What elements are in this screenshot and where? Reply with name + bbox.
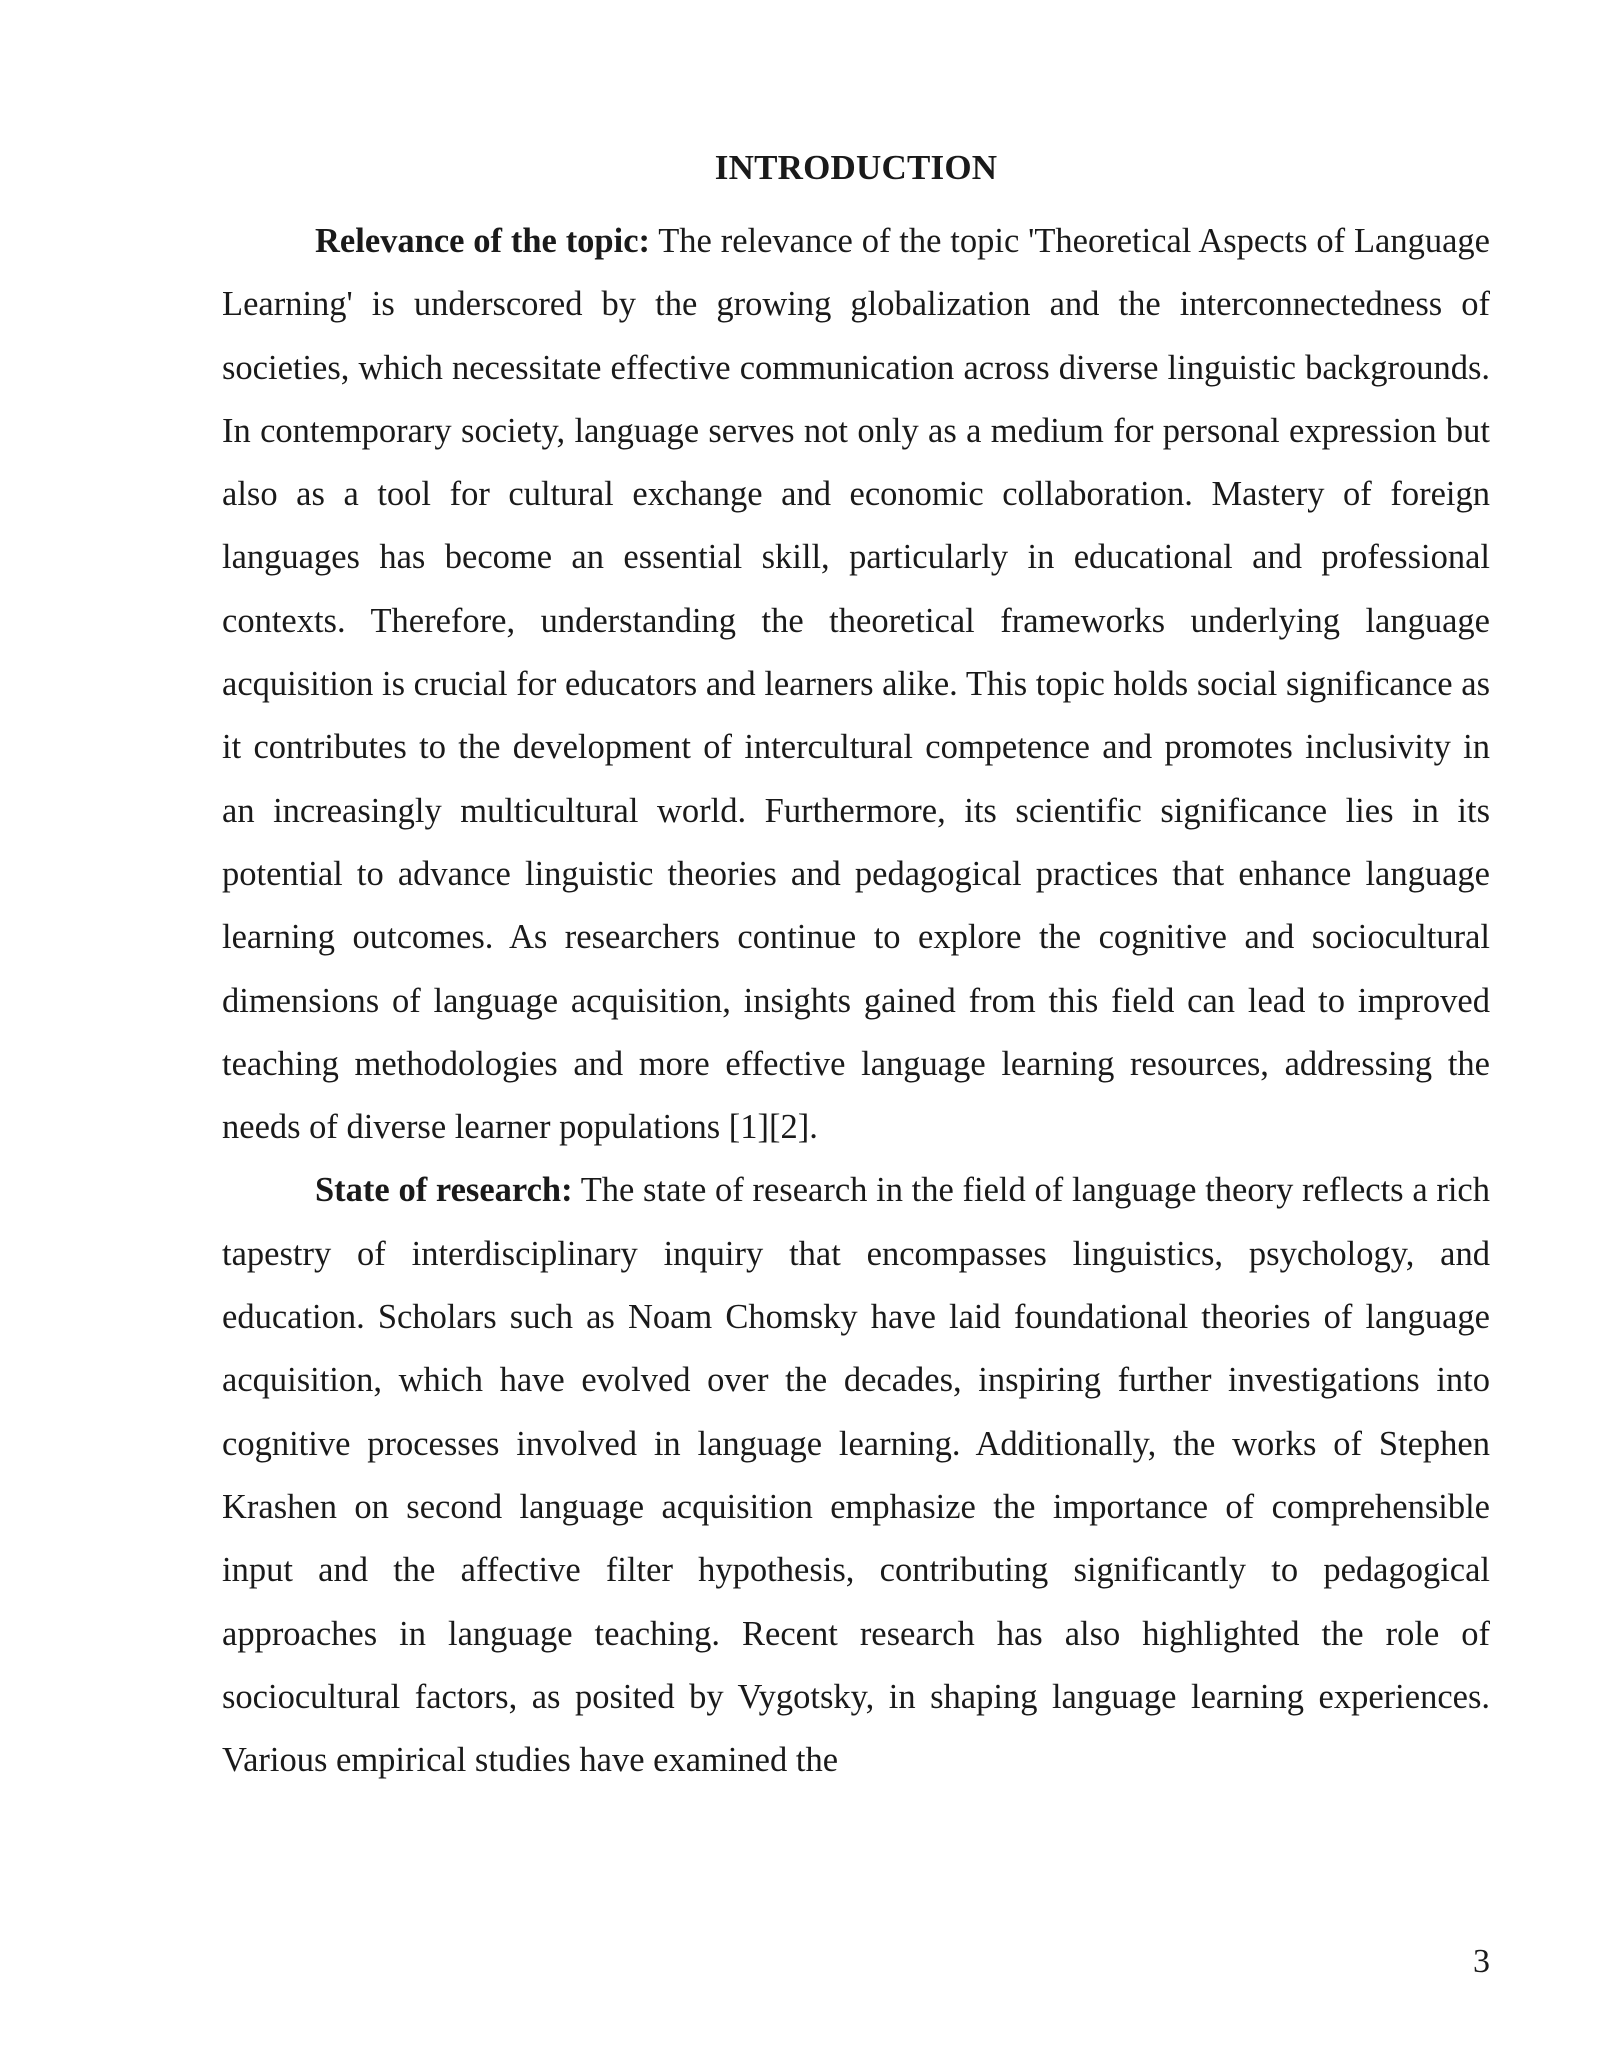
paragraph-relevance: [222, 210, 1490, 1159]
page-content: [222, 142, 1490, 1792]
paragraph-text-state-of-research: The state of research in the field of language theory reflects a rich tapestry of interdisciplinary inquiry that encompasses linguistics, psychology, and education. Scholars such as Noam Chomsky have laid foundational theories of language acquisition, which have evolved over the decades, inspiring further investigations into cognitive processes involved in language learning. Additionally, the works of Stephen Krashen on second language acquisition emphasize the importance of comprehensible input and the affective filter hypothesis, contributing significantly to pedagogical approaches in language teaching. Recent research has also highlighted the role of sociocultural factors, as posited by Vygotsky, in shaping language learning experiences. Various empirical studies have examined the: [222, 1171, 1490, 1780]
page-number: 3: [1473, 1943, 1490, 1980]
page-heading: INTRODUCTION: [714, 148, 998, 187]
paragraph-text-relevance: The relevance of the topic 'Theoretical Aspects of Language Learning' is underscored by the growing globalization and the interconnectedness of societies, which necessitate effective communication across diverse linguistic backgrounds. In contemporary society, language serves not only as a medium for personal expression but also as a tool for cultural exchange and economic collaboration. Mastery of foreign languages has become an essential skill, particularly in educational and professional contexts. Therefore, understanding the theoretical frameworks underlying language acquisition is crucial for educators and learners alike. This topic holds social significance as it contributes to the development of intercultural competence and promotes inclusivity in an increasingly multicultural world. Furthermore, its scientific significance lies in its potential to advance linguistic theories and pedagogical practices that enhance language learning outcomes. As researchers continue to explore the cognitive and sociocultural dimensions of language acquisition, insights gained from this field can lead to improved teaching methodologies and more effective language learning resources, addressing the needs of diverse learner populations [1][2].: [222, 222, 1490, 1147]
paragraph-state-of-research: [222, 1159, 1490, 1792]
paragraph-lead-relevance: Relevance of the topic:: [315, 222, 651, 260]
paragraph-lead-state-of-research: State of research:: [315, 1171, 573, 1210]
